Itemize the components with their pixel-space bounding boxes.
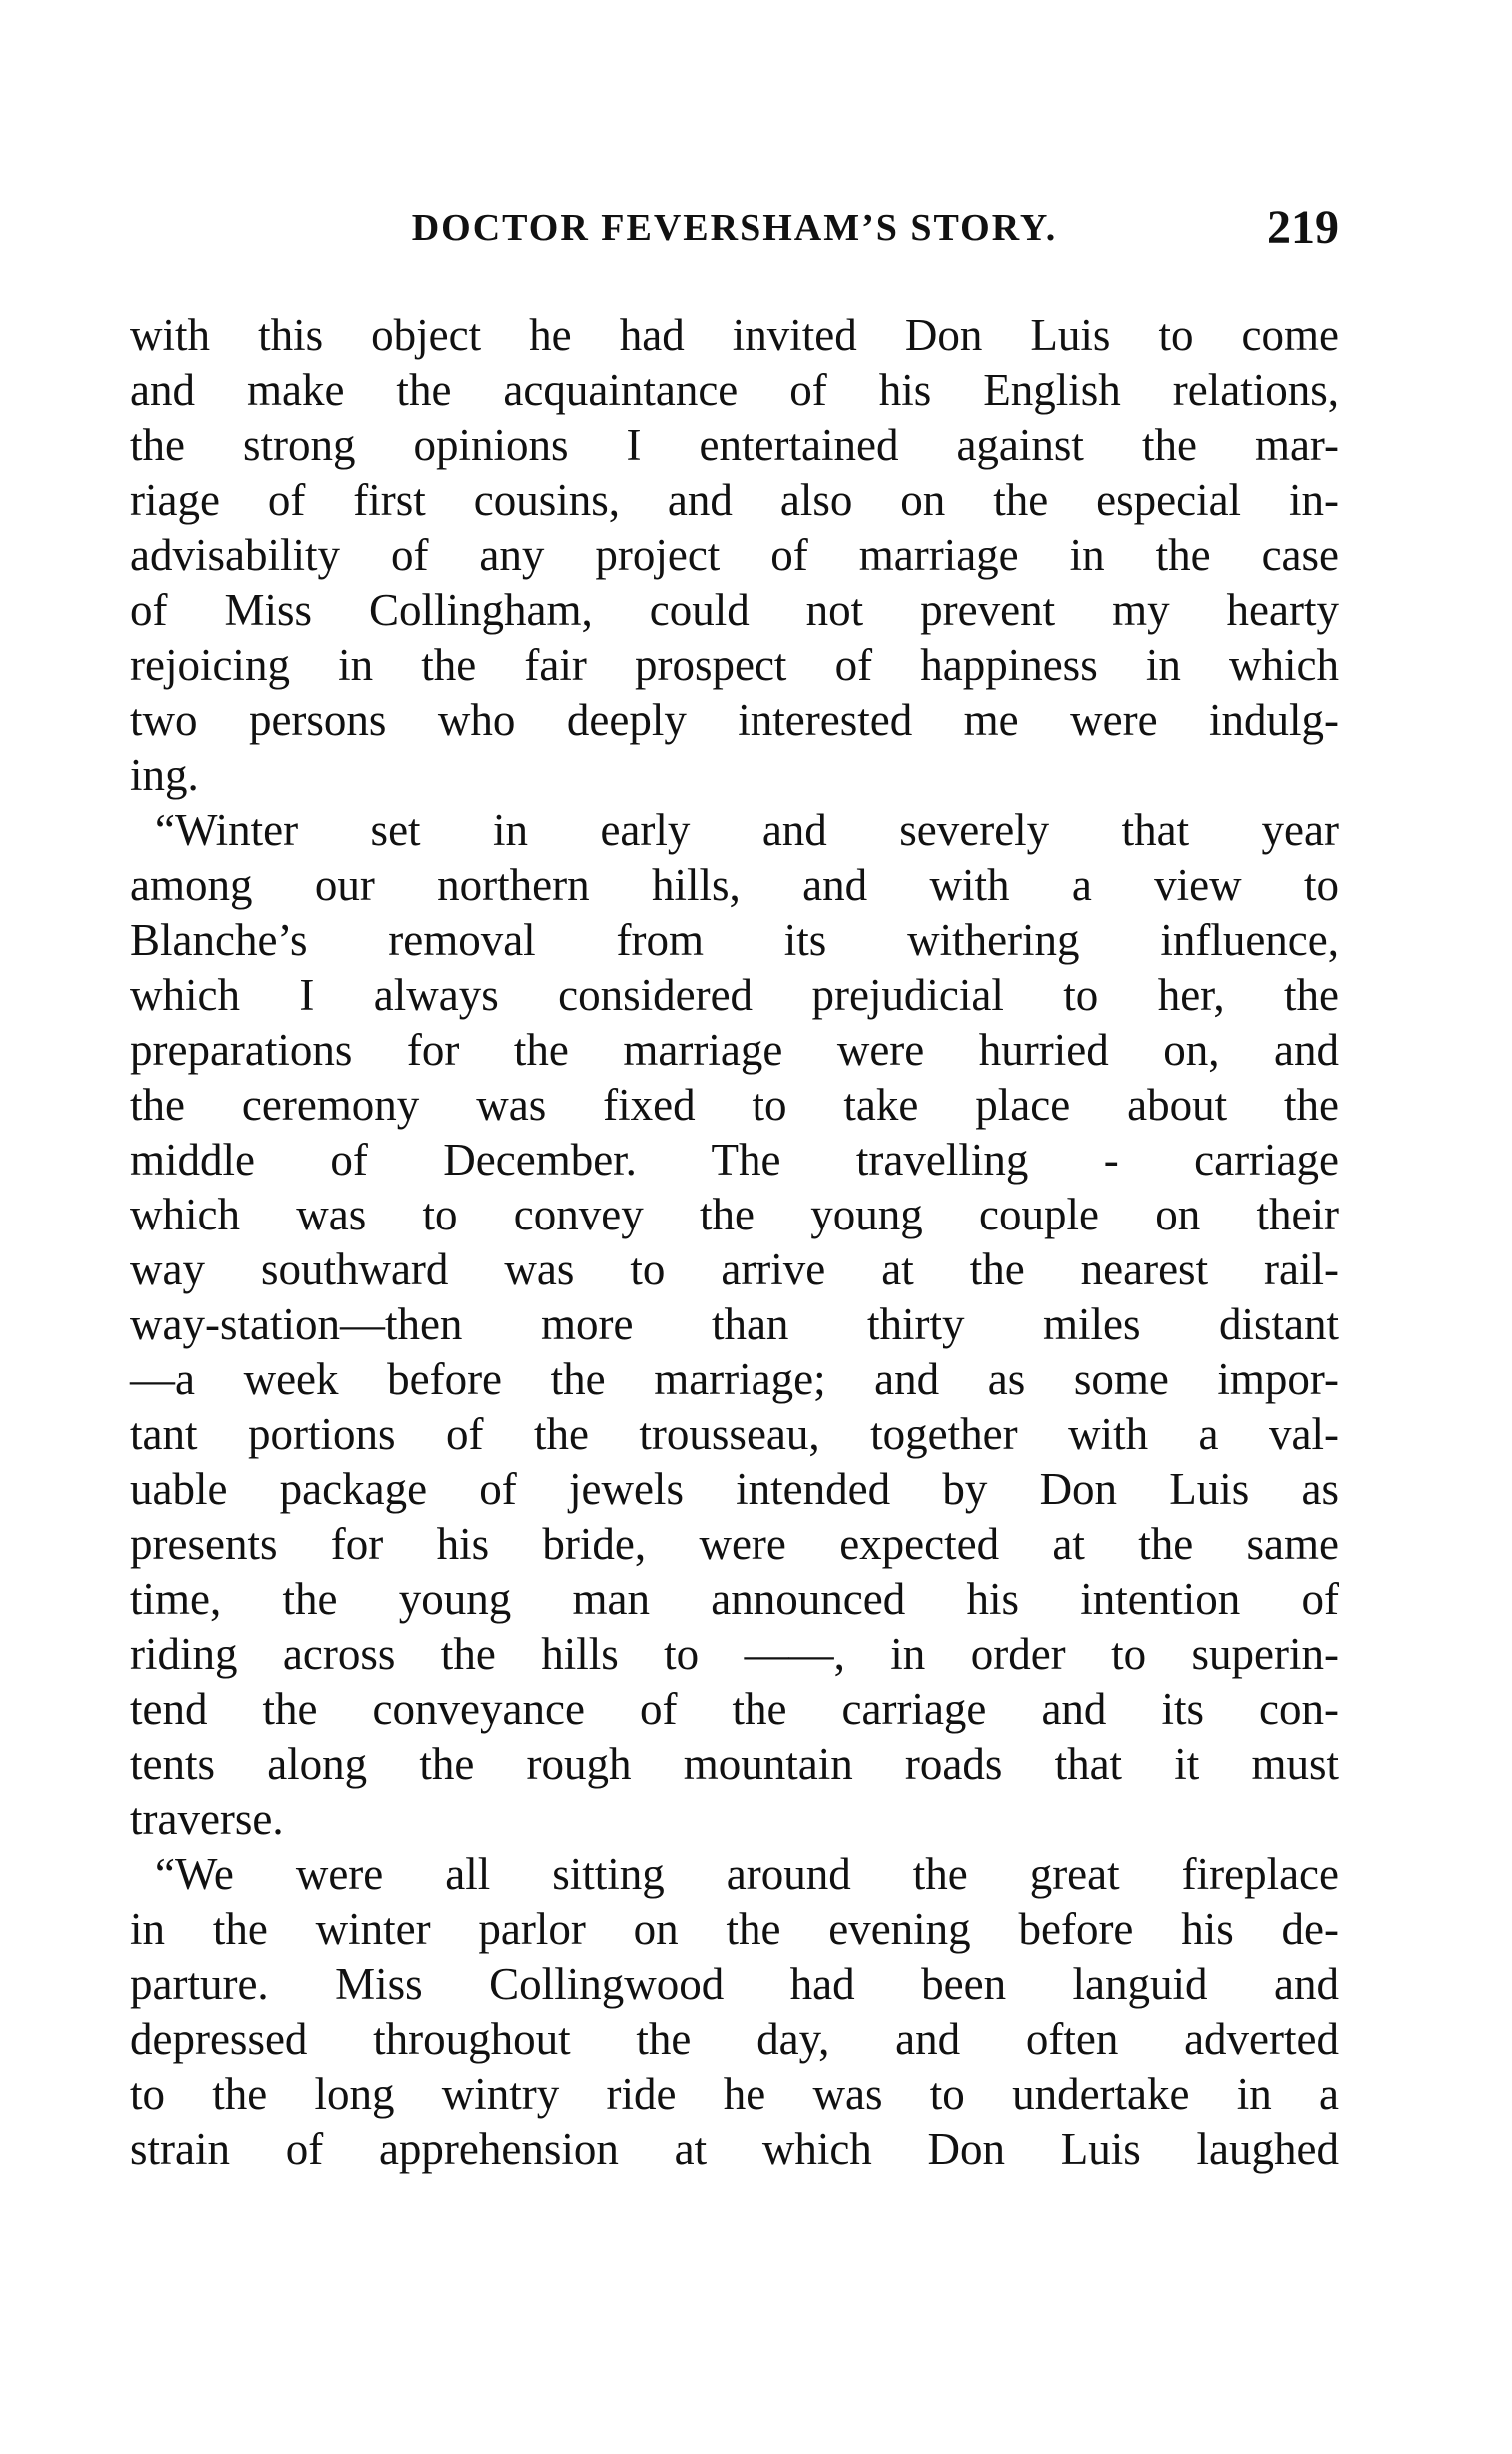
text-line: two persons who deeply interested me were indulg-: [130, 695, 1339, 745]
text-line: tant portions of the trousseau, together with a val-: [130, 1409, 1339, 1459]
text-line: “Winter set in early and severely that year: [155, 805, 1339, 855]
body-text: [130, 308, 1339, 2177]
text-line: of Miss Collingham, could not prevent my hearty: [130, 585, 1339, 635]
text-line: rejoicing in the fair prospect of happiness in which: [130, 640, 1339, 690]
text-line: which was to convey the young couple on their: [130, 1190, 1339, 1239]
text-line: traverse.: [130, 1794, 284, 1844]
text-line: tents along the rough mountain roads that it must: [130, 1739, 1339, 1789]
text-line: depressed throughout the day, and often adverted: [130, 2014, 1339, 2064]
running-title: DOCTOR FEVERSHAM’S STORY.: [411, 207, 1058, 249]
text-line: —a week before the marriage; and as some impor-: [130, 1354, 1339, 1404]
text-line: advisability of any project of marriage in the case: [130, 530, 1339, 580]
text-line: the ceremony was fixed to take place about the: [130, 1080, 1339, 1130]
text-line: ing.: [130, 750, 199, 800]
text-line: middle of December. The travelling - carriage: [130, 1135, 1339, 1185]
text-line: in the winter parlor on the evening before his de-: [130, 1904, 1339, 1954]
text-line: Blanche’s removal from its withering influence,: [130, 915, 1339, 965]
text-line: riding across the hills to ——, in order to superin-: [130, 1629, 1339, 1679]
text-line: presents for his bride, were expected at the same: [130, 1519, 1339, 1569]
text-line: time, the young man announced his intention of: [130, 1574, 1339, 1624]
text-line: riage of first cousins, and also on the especial in-: [130, 475, 1339, 525]
text-line: the strong opinions I entertained against the mar-: [130, 420, 1339, 470]
text-line: to the long wintry ride he was to undertake in a: [130, 2069, 1339, 2119]
text-line: way southward was to arrive at the nearest rail-: [130, 1244, 1339, 1294]
text-line: way-station—then more than thirty miles distant: [130, 1299, 1339, 1349]
text-line: preparations for the marriage were hurried on, and: [130, 1025, 1339, 1075]
text-line: strain of apprehension at which Don Luis laughed: [130, 2124, 1339, 2174]
running-head: [130, 198, 1339, 258]
text-line: uable package of jewels intended by Don Luis as: [130, 1464, 1339, 1514]
page-number: 219: [1267, 201, 1339, 254]
text-line: and make the acquaintance of his English relations,: [130, 365, 1339, 415]
text-line: parture. Miss Collingwood had been languid and: [130, 1959, 1339, 2009]
text-line: “We were all sitting around the great fireplace: [155, 1849, 1339, 1899]
text-line: which I always considered prejudicial to her, the: [130, 970, 1339, 1020]
text-line: tend the conveyance of the carriage and its con-: [130, 1684, 1339, 1734]
text-line: among our northern hills, and with a view to: [130, 860, 1339, 910]
text-line: with this object he had invited Don Luis to come: [130, 310, 1339, 360]
